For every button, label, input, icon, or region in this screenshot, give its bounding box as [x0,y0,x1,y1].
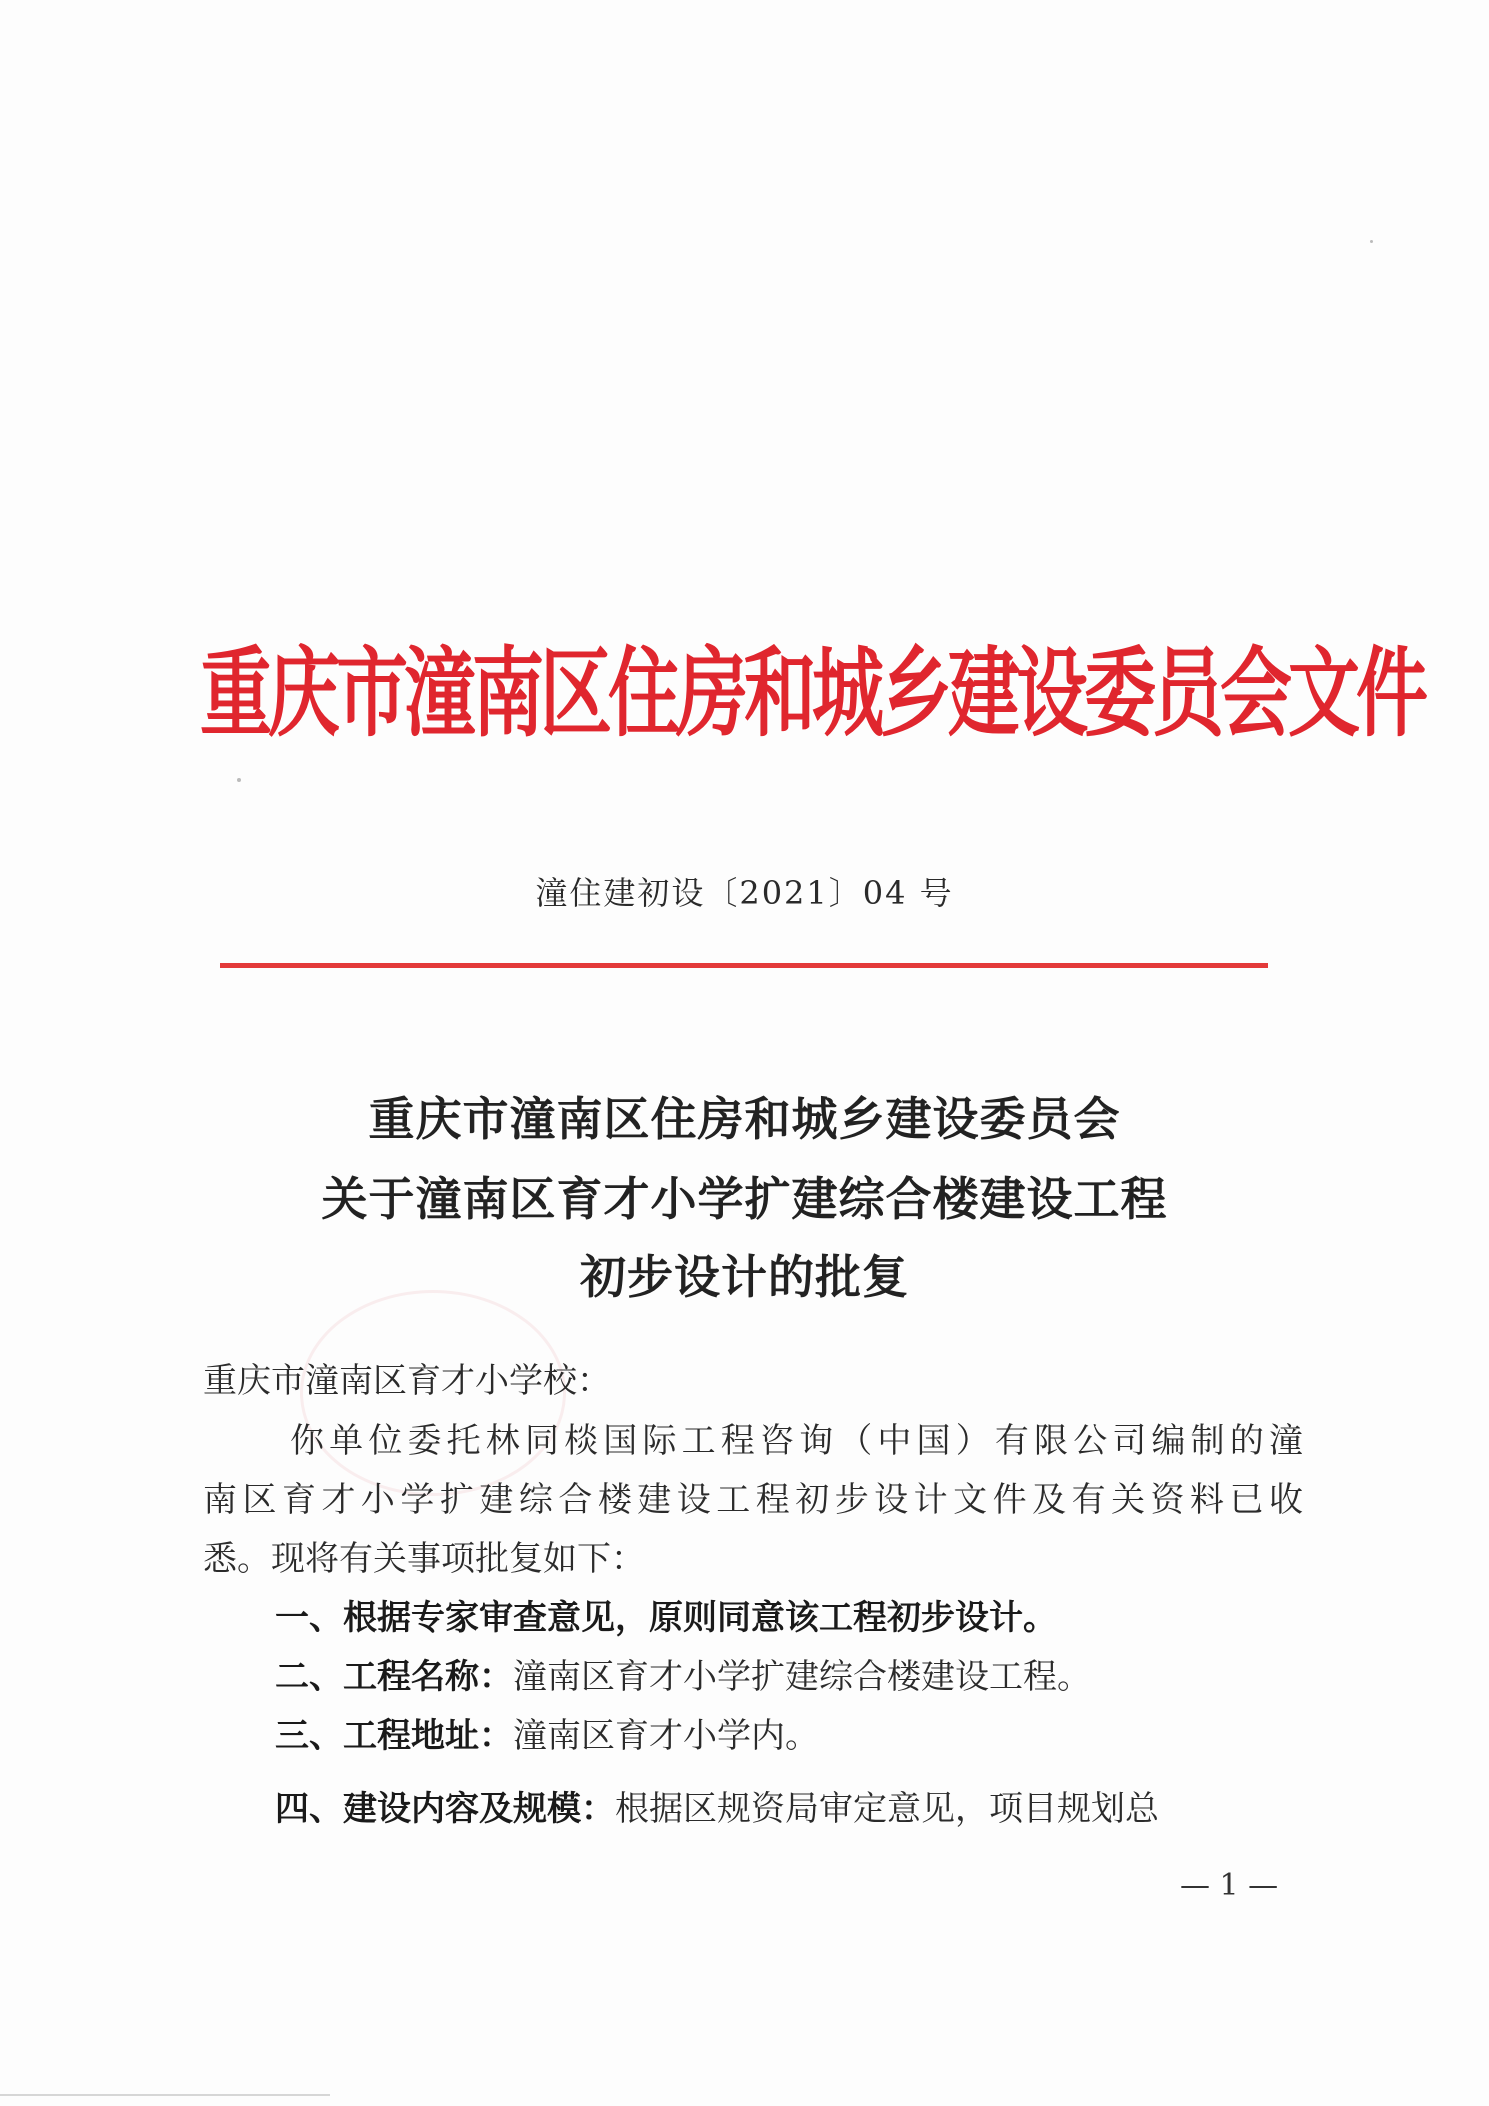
masthead-title: 重庆市潼南区住房和城乡建设委员会文件 [200,636,1425,750]
item-2-value: 潼南区育才小学扩建综合楼建设工程。 [513,1657,1091,1697]
paragraph-1-line-3: 悉。现将有关事项批复如下： [203,1539,645,1579]
item-4 [275,1781,1159,1830]
scan-speck [1370,240,1373,243]
item-2-label: 二、工程名称： [275,1657,513,1697]
document-title-line-3: 初步设计的批复 [580,1250,909,1304]
item-3 [275,1708,819,1757]
document-title-line-1: 重庆市潼南区住房和城乡建设委员会 [368,1092,1121,1146]
recipient-line: 重庆市潼南区育才小学校： [203,1361,611,1401]
document-number: 潼住建初设〔2021〕04 号 [535,874,954,912]
paragraph-1-line-1: 你单位委托林同棪国际工程咨询（中国）有限公司编制的潼 [290,1421,1303,1461]
red-separator-line [220,963,1268,968]
scan-edge-line [0,2094,330,2096]
item-1: 一、根据专家审查意见，原则同意该工程初步设计。 [275,1598,1057,1638]
item-3-value: 潼南区育才小学内。 [513,1716,819,1756]
item-4-value: 根据区规资局审定意见，项目规划总 [615,1789,1159,1829]
item-2 [275,1649,1091,1698]
document-title-line-2: 关于潼南区育才小学扩建综合楼建设工程 [321,1172,1168,1226]
page-number: — 1 — [1180,1868,1279,1903]
scan-speck [237,778,241,782]
item-4-label: 四、建设内容及规模： [275,1789,615,1829]
item-3-label: 三、工程地址： [275,1716,513,1756]
paragraph-1-line-2: 南区育才小学扩建综合楼建设工程初步设计文件及有关资料已收 [203,1480,1303,1520]
